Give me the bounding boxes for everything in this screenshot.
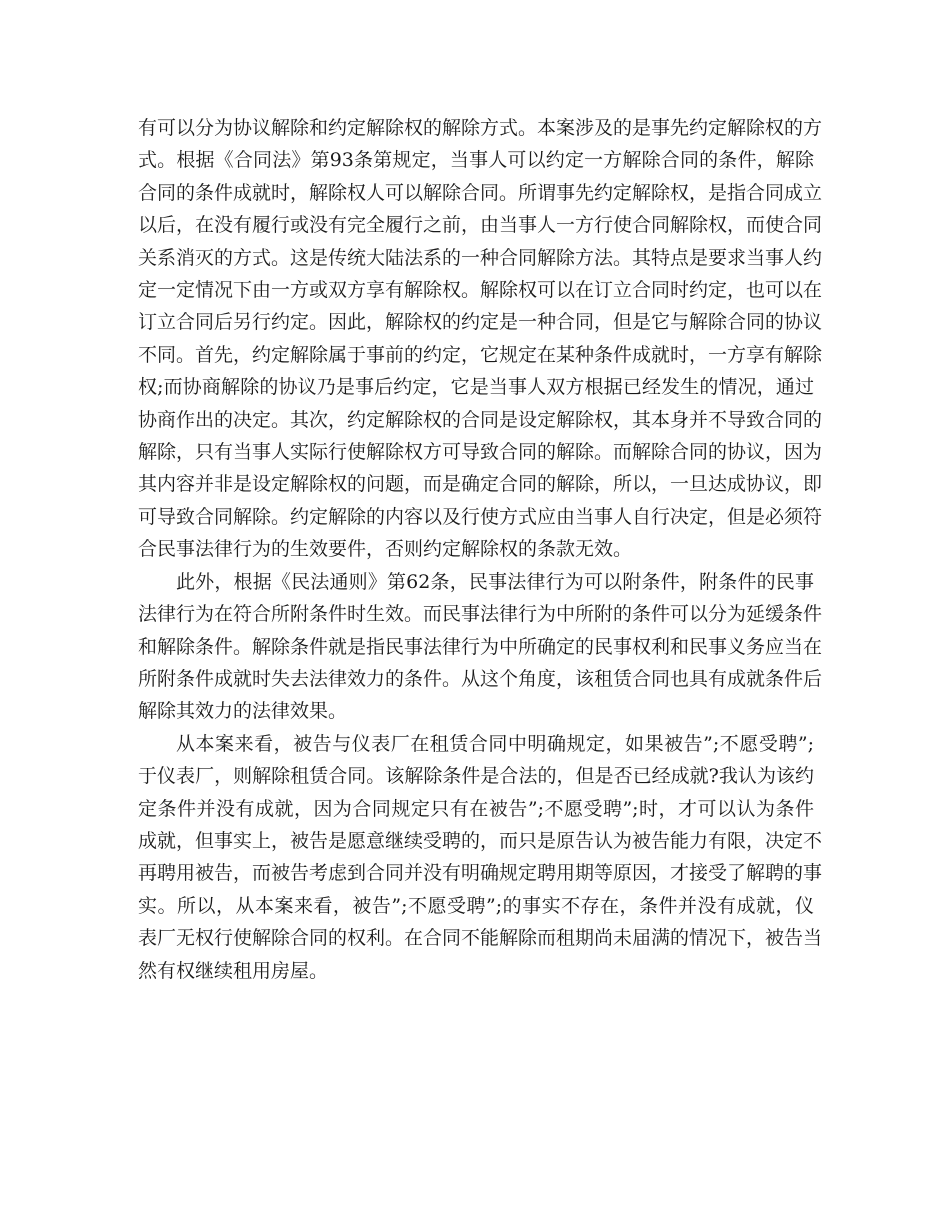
text-line: 从本案来看，被告与仪表厂在租赁合同中明确规定，如果被告”;不愿受聘”;: [176, 732, 814, 755]
text-line: 和解除条件。解除条件就是指民事法律行为中所确定的民事权利和民事义务应当在: [138, 635, 823, 658]
text-line: 可导致合同解除。约定解除的内容以及行使方式应由当事人自行决定，但是必须符: [138, 505, 823, 528]
text-line: 然有权继续租用房屋。: [138, 959, 329, 982]
text-line: 协商作出的决定。其次，约定解除权的合同是设定解除权，其本身并不导致合同的: [138, 408, 823, 431]
text-line: 再聘用被告，而被告考虑到合同并没有明确规定聘用期等原因，才接受了解聘的事: [138, 862, 823, 885]
text-line: 实。所以，从本案来看，被告”;不愿受聘”;的事实不存在，条件并没有成就，仪: [138, 894, 814, 917]
text-line: 其内容并非是设定解除权的问题，而是确定合同的解除，所以，一旦达成协议，即: [138, 473, 823, 496]
text-line: 不同。首先，约定解除属于事前的约定，它规定在某种条件成就时，一方享有解除: [138, 343, 823, 366]
text-line: 关系消灭的方式。这是传统大陆法系的一种合同解除方法。其特点是要求当事人约: [138, 246, 823, 269]
document-body: [138, 112, 823, 987]
text-line: 所附条件成就时失去法律效力的条件。从这个角度，该租赁合同也具有成就条件后: [138, 667, 823, 690]
text-line: 订立合同后另行约定。因此，解除权的约定是一种合同，但是它与解除合同的协议: [138, 311, 823, 334]
text-line: 合同的条件成就时，解除权人可以解除合同。所谓事先约定解除权，是指合同成立: [138, 181, 823, 204]
text-line: 成就，但事实上，被告是愿意继续受聘的，而只是原告认为被告能力有限，决定不: [138, 829, 823, 852]
text-line: 定条件并没有成就，因为合同规定只有在被告”;不愿受聘”;时，才可以认为条件: [138, 797, 814, 820]
text-line: 权;而协商解除的协议乃是事后约定，它是当事人双方根据已经发生的情况，通过: [138, 376, 814, 399]
paragraph-2: [138, 566, 823, 728]
text-line: 于仪表厂，则解除租赁合同。该解除条件是合法的，但是否已经成就?我认为该约: [138, 765, 814, 788]
text-line: 式。根据《合同法》第93条第规定，当事人可以约定一方解除合同的条件，解除: [138, 149, 814, 172]
paragraph-1: [138, 112, 823, 566]
text-line: 法律行为在符合所附条件时生效。而民事法律行为中所附的条件可以分为延缓条件: [138, 603, 823, 626]
text-line: 合民事法律行为的生效要件，否则约定解除权的条款无效。: [138, 538, 633, 561]
text-line: 有可以分为协议解除和约定解除权的解除方式。本案涉及的是事先约定解除权的方: [138, 117, 823, 139]
paragraph-3: [138, 728, 823, 987]
text-line: 解除，只有当事人实际行使解除权方可导致合同的解除。而解除合同的协议，因为: [138, 441, 823, 464]
text-line: 以后，在没有履行或没有完全履行之前，由当事人一方行使合同解除权，而使合同: [138, 214, 823, 237]
text-line: 表厂无权行使解除合同的权利。在合同不能解除而租期尚未届满的情况下，被告当: [138, 927, 823, 950]
text-line: 定一定情况下由一方或双方享有解除权。解除权可以在订立合同时约定，也可以在: [138, 279, 823, 302]
text-line: 解除其效力的法律效果。: [138, 700, 348, 723]
text-line: 此外，根据《民法通则》第62条，民事法律行为可以附条件，附条件的民事: [176, 570, 814, 593]
